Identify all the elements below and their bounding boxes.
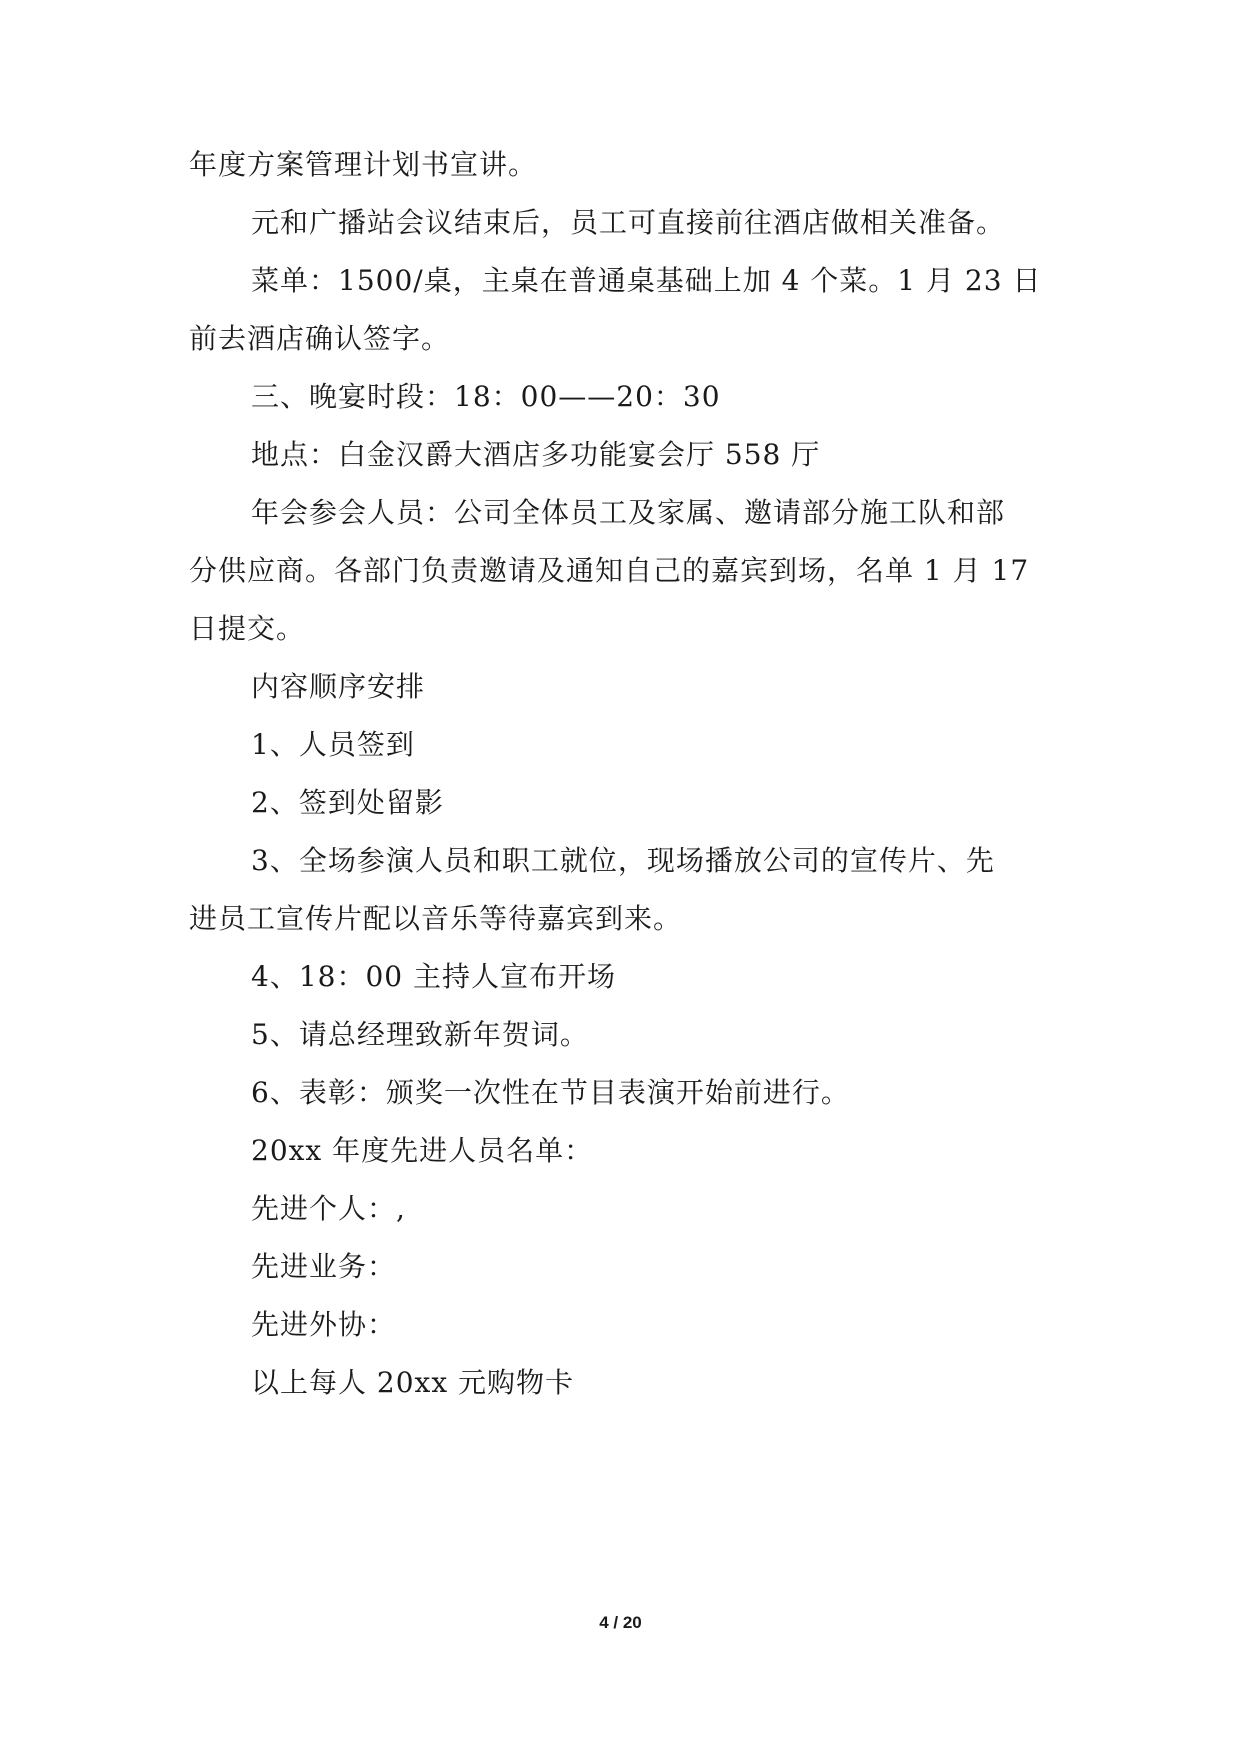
text-line: 年度方案管理计划书宣讲。 <box>189 148 538 181</box>
text-line: 菜单：1500/桌，主桌在普通桌基础上加 4 个菜。1 月 23 日 <box>251 264 1042 297</box>
text-line: 先进业务： <box>251 1250 397 1283</box>
text-line: 日提交。 <box>189 612 306 645</box>
text-line: 6、表彰：颁奖一次性在节目表演开始前进行。 <box>251 1076 850 1109</box>
text-line: 先进外协： <box>251 1308 397 1341</box>
text-line: 分供应商。各部门负责邀请及通知自己的嘉宾到场，名单 1 月 17 <box>189 554 1030 587</box>
text-line: 5、请总经理致新年贺词。 <box>251 1018 589 1051</box>
text-line: 先进个人：, <box>251 1192 406 1225</box>
text-line: 内容顺序安排 <box>251 670 426 703</box>
text-line: 4、18：00 主持人宣布开场 <box>251 960 616 993</box>
text-line: 3、全场参演人员和职工就位，现场播放公司的宣传片、先 <box>251 844 995 877</box>
page-number: 4 / 20 <box>599 1613 642 1632</box>
text-line: 1、人员签到 <box>251 728 415 761</box>
text-line: 年会参会人员：公司全体员工及家属、邀请部分施工队和部 <box>251 496 1006 529</box>
text-line: 元和广播站会议结束后，员工可直接前往酒店做相关准备。 <box>251 206 1006 239</box>
text-line: 2、签到处留影 <box>251 786 444 819</box>
text-line: 20xx 年度先进人员名单： <box>251 1134 594 1167</box>
text-line: 前去酒店确认签字。 <box>189 322 451 355</box>
text-line: 进员工宣传片配以音乐等待嘉宾到来。 <box>189 902 683 935</box>
text-line: 地点：白金汉爵大酒店多功能宴会厅 558 厅 <box>251 438 821 471</box>
text-line: 三、晚宴时段：18：00——20：30 <box>251 380 721 413</box>
text-line: 以上每人 20xx 元购物卡 <box>251 1366 575 1399</box>
